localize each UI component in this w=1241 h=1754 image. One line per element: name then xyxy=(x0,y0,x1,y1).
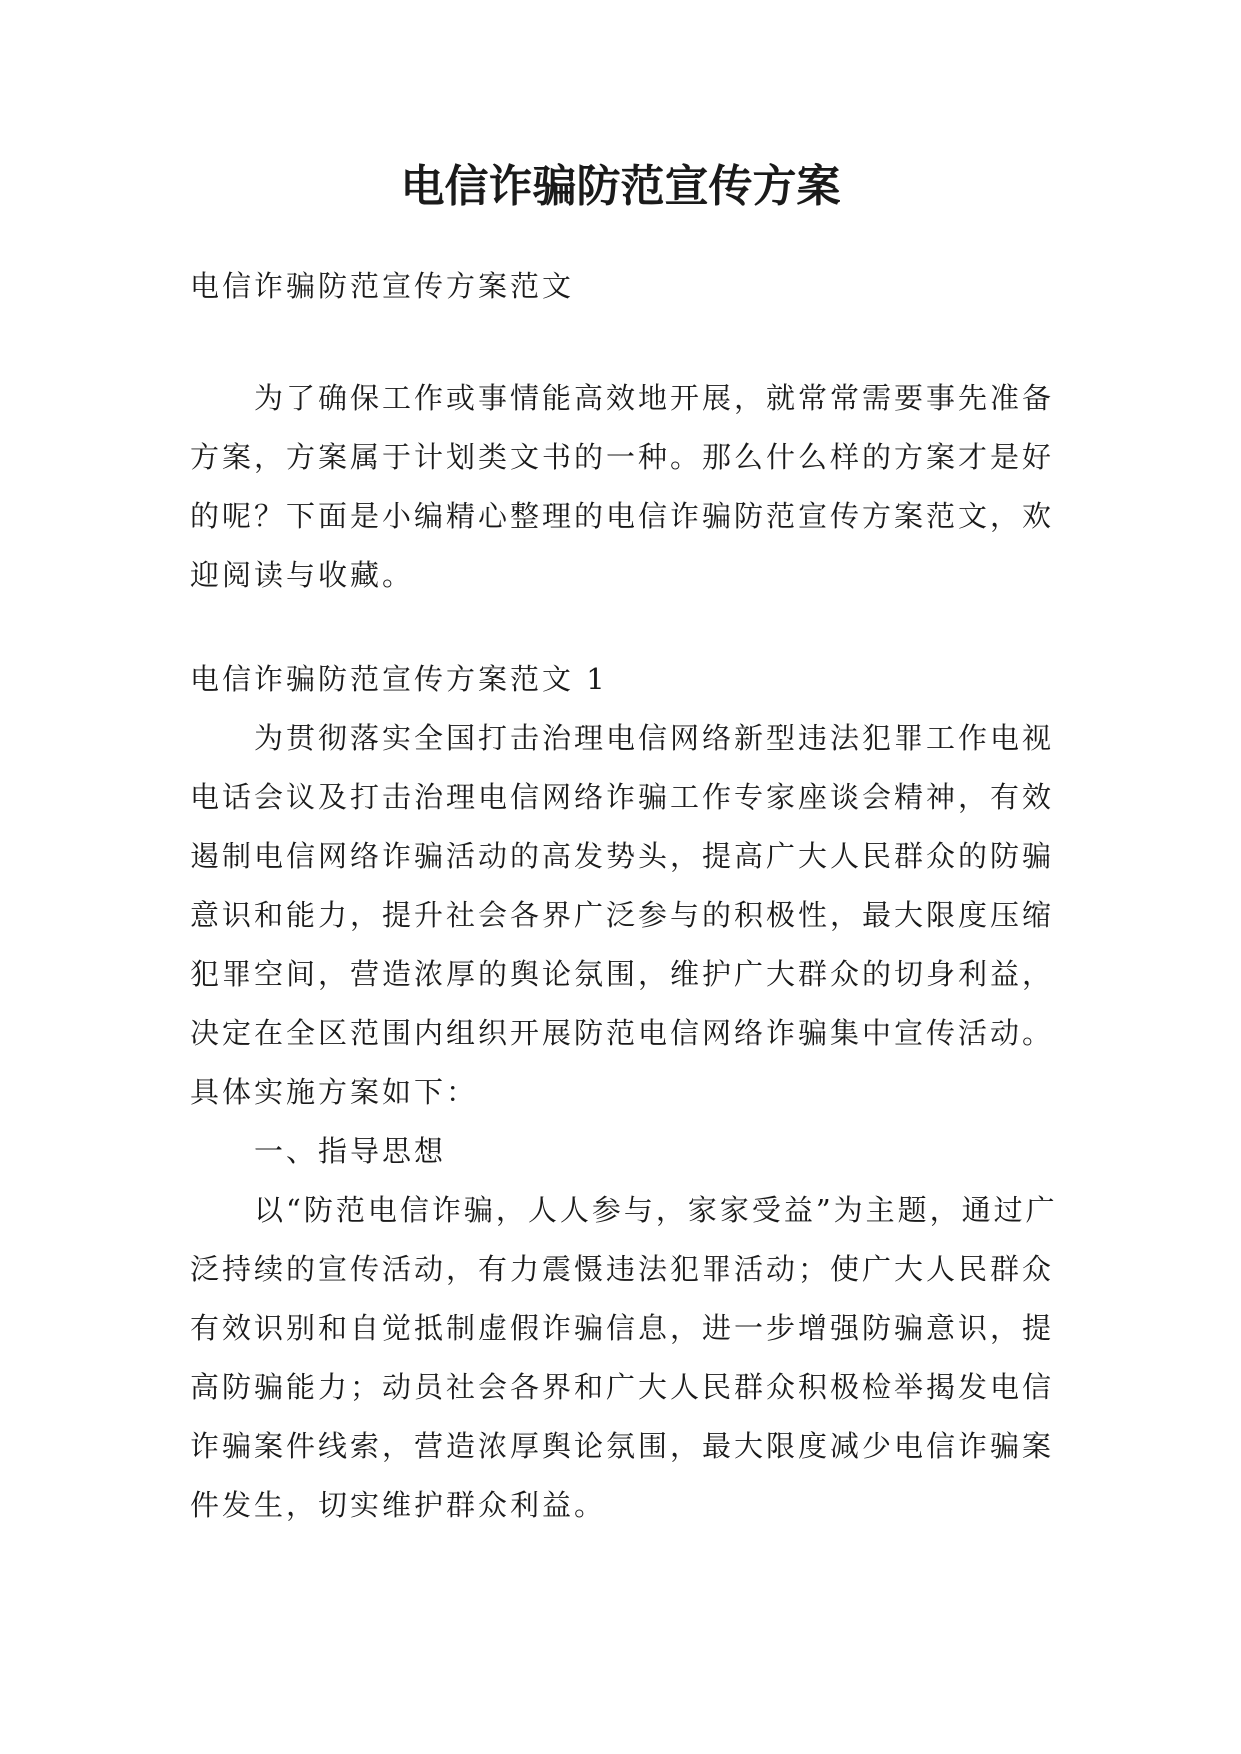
document-subtitle: 电信诈骗防范宣传方案范文 xyxy=(190,269,575,303)
document-body xyxy=(190,257,1060,1535)
section-heading: 电信诈骗防范宣传方案范文 1 xyxy=(190,662,608,696)
section-paragraph: 为贯彻落实全国打击治理电信网络新型违法犯罪工作电视电话会议及打击治理电信网络诈骗工作专家座谈会精神，有效遏制电信网络诈骗活动的高发势头，提高广大人民群众的防骗意识和能力，提升社会各界广泛参与的积极性，最大限度压缩犯罪空间，营造浓厚的舆论氛围，维护广大群众的切身利益，决定在全区范围内组织开展防范电信网络诈骗集中宣传活动。具体实施方案如下： xyxy=(190,721,1055,1109)
document-title: 电信诈骗防范宣传方案 xyxy=(400,161,841,212)
guiding-heading: 一、指导思想 xyxy=(254,1134,447,1168)
intro-paragraph: 为了确保工作或事情能高效地开展，就常常需要事先准备方案，方案属于计划类文书的一种。那么什么样的方案才是好的呢？下面是小编精心整理的电信诈骗防范宣传方案范文，欢迎阅读与收藏。 xyxy=(190,381,1055,592)
guiding-paragraph: 以“防范电信诈骗，人人参与，家家受益”为主题，通过广泛持续的宣传活动，有力震慑违法犯罪活动；使广大人民群众有效识别和自觉抵制虚假诈骗信息，进一步增强防骗意识，提高防骗能力；动员社会各界和广大人民群众积极检举揭发电信诈骗案件线索，营造浓厚舆论氛围，最大限度减少电信诈骗案件发生，切实维护群众利益。 xyxy=(190,1193,1058,1522)
